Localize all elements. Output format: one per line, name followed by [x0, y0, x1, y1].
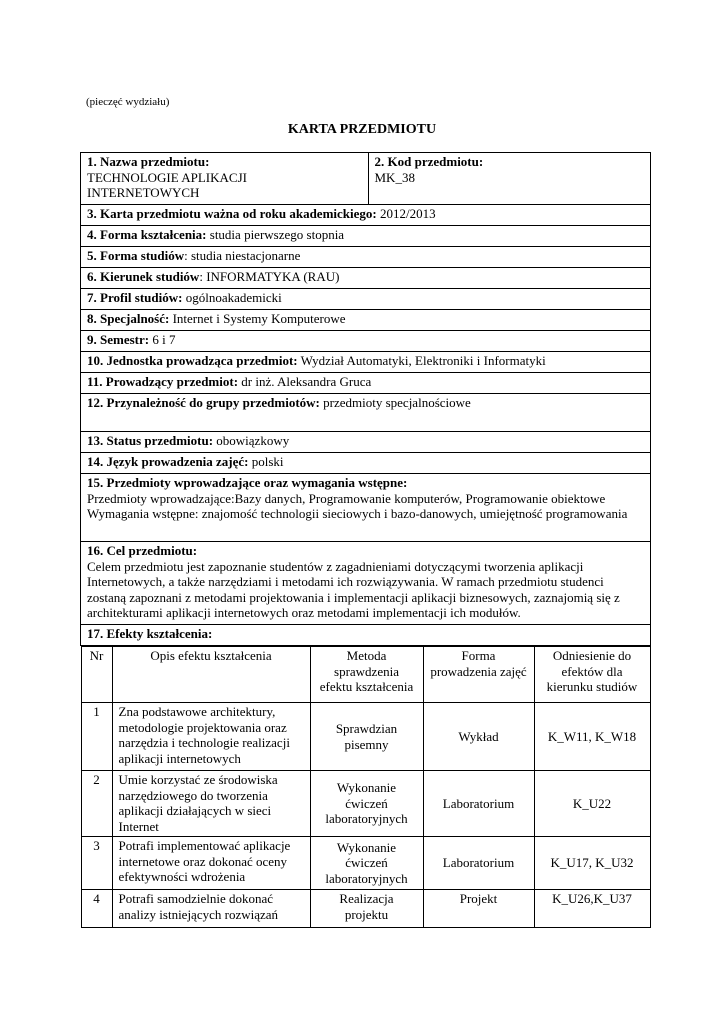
learning-outcomes-row [81, 625, 651, 646]
row-nr: 4 [81, 890, 112, 928]
semester-value: 6 i 7 [152, 332, 176, 347]
course-name-value: TECHNOLOGIE APLIKACJI INTERNETOWYCH [87, 169, 247, 200]
row-method: Wykonanie ćwiczeń laboratoryjnych [310, 837, 423, 890]
row-method: Sprawdzian pisemny [310, 703, 423, 771]
study-profile-label: 7. Profil studiów: [87, 290, 183, 305]
field-of-study-row [81, 268, 651, 289]
course-goal-text: Celem przedmiotu jest zapoznanie studentów z zagadnieniami dotyczącymi tworzenia aplikacji Internetowych, a także narzędziami i metodami ich rozwiązywania. W ramach przedmiotu studenci zostaną zapoznani z metodami projektowania i implementacji aplikacji biznesowych, zaznajomią się z architekturami aplikacji internetowych oraz metodami implementacji ich modułów. [87, 558, 620, 620]
row-form: Laboratorium [423, 837, 534, 890]
page-title: KARTA PRZEDMIOTU [287, 122, 437, 137]
course-goal-row [81, 542, 651, 625]
prerequisites-courses: Przedmioty wprowadzające:Bazy danych, Programowanie komputerów, Programowanie obiektowe [87, 490, 606, 506]
row-reference: K_U26,K_U37 [534, 890, 650, 928]
study-form-row [81, 247, 651, 268]
table-row [81, 771, 650, 837]
row-reference: K_U22 [534, 771, 650, 837]
outcomes-wrapper [81, 646, 651, 929]
course-code-cell [368, 153, 651, 205]
table-row [81, 703, 650, 771]
course-card-table [80, 152, 651, 928]
education-form-value: studia pierwszego stopnia [209, 227, 345, 242]
specialization-row [81, 310, 651, 331]
semester-row [81, 331, 651, 352]
education-form-label: 4. Forma kształcenia: [87, 227, 207, 242]
status-value: obowiązkowy [216, 433, 290, 448]
language-label: 14. Język prowadzenia zajęć: [87, 454, 249, 469]
lecturer-label: 11. Prowadzący przedmiot: [87, 374, 239, 389]
study-form-label: 5. Forma studiów [87, 248, 185, 263]
row-form: Laboratorium [423, 771, 534, 837]
col-header-reference: Odniesienie do efektów dla kierunku studiów [534, 647, 650, 703]
lecturer-value: dr inż. Aleksandra Gruca [241, 374, 372, 389]
specialization-label: 8. Specjalność: [87, 311, 170, 326]
status-label: 13. Status przedmiotu: [87, 433, 214, 448]
course-code-label: 2. Kod przedmiotu: [374, 154, 484, 169]
valid-year-value: 2012/2013 [379, 206, 436, 221]
learning-outcomes-label: 17. Efekty kształcenia: [87, 626, 213, 641]
language-row [81, 453, 651, 474]
unit-value: Wydział Automatyki, Elektroniki i Informatyki [300, 353, 546, 368]
prerequisites-requirements: Wymagania wstępne: znajomość technologii sieciowych i bazo-danowych, umiejętność programowania [87, 506, 628, 521]
row-reference: K_U17, K_U32 [534, 837, 650, 890]
row-reference: K_W11, K_W18 [534, 703, 650, 771]
row-form: Projekt [423, 890, 534, 928]
row-method: Wykonanie ćwiczeń laboratoryjnych [310, 771, 423, 837]
row-description: Zna podstawowe architektury, metodologie projektowania oraz narzędzia i technologie realizacji aplikacji internetowych [112, 703, 310, 771]
col-header-nr: Nr [81, 647, 112, 703]
row-description: Potrafi implementować aplikacje internetowe oraz dokonać oceny efektywności wdrożenia [112, 837, 310, 890]
semester-label: 9. Semestr: [87, 332, 150, 347]
row-nr: 3 [81, 837, 112, 890]
col-header-method: Metoda sprawdzenia efektu kształcenia [310, 647, 423, 703]
row-description: Umie korzystać ze środowiska narzędziowego do tworzenia aplikacji działających w sieci Internet [112, 771, 310, 837]
group-label: 12. Przynależność do grupy przedmiotów: [87, 395, 320, 410]
language-value: polski [251, 454, 284, 469]
unit-row [81, 352, 651, 373]
course-code-value: MK_38 [374, 169, 415, 185]
row-nr: 1 [81, 703, 112, 771]
group-row [81, 394, 651, 432]
education-form-row [81, 226, 651, 247]
unit-label: 10. Jednostka prowadząca przedmiot: [87, 353, 298, 368]
field-of-study-value: : INFORMATYKA (RAU) [199, 269, 340, 284]
prerequisites-label: 15. Przedmioty wprowadzające oraz wymagania wstępne: [87, 475, 408, 490]
col-header-form: Forma prowadzenia zajęć [423, 647, 534, 703]
prerequisites-row [81, 474, 651, 542]
row-nr: 2 [81, 771, 112, 837]
course-name-label: 1. Nazwa przedmiotu: [87, 154, 210, 169]
table-row [81, 890, 650, 928]
specialization-value: Internet i Systemy Komputerowe [172, 311, 346, 326]
group-value: przedmioty specjalnościowe [323, 395, 471, 410]
row-form: Wykład [423, 703, 534, 771]
study-form-value: : studia niestacjonarne [184, 248, 301, 263]
lecturer-row [81, 373, 651, 394]
stamp-placeholder: (pieczęć wydziału) [86, 96, 170, 108]
valid-year-row [81, 205, 651, 226]
row-method: Realizacja projektu [310, 890, 423, 928]
course-name-cell [81, 153, 369, 205]
study-profile-value: ogólnoakademicki [185, 290, 282, 305]
col-header-description: Opis efektu kształcenia [112, 647, 310, 703]
study-profile-row [81, 289, 651, 310]
row-description: Potrafi samodzielnie dokonać analizy istniejących rozwiązań [112, 890, 310, 928]
status-row [81, 432, 651, 453]
course-goal-label: 16. Cel przedmiotu: [87, 543, 198, 558]
valid-year-label: 3. Karta przedmiotu ważna od roku akademickiego: [87, 206, 377, 221]
outcomes-table [81, 646, 651, 928]
field-of-study-label: 6. Kierunek studiów [87, 269, 200, 284]
table-row [81, 837, 650, 890]
